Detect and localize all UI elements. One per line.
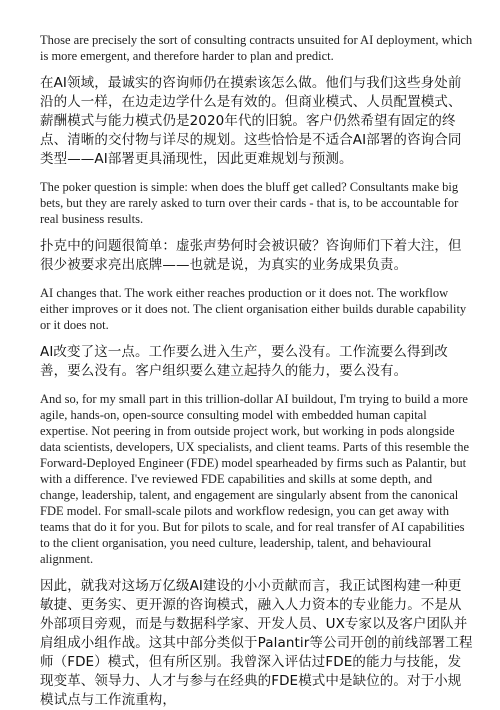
paragraph-en-4: And so, for my small part in this trillion-dollar AI buildout, I'm trying to build a more agile, hands-on, open-source consulting model with embedded human capital expertise. Not peering in from outside project work, but working in pods alongside data scientists, developers, UX specialists, and client teams. Parts of this resemble the Forward-Deployed Engineer (FDE) model spearheaded by firms such as Palantir, but with a difference. I've reviewed FDE capabilities and skills at some depth, and change, leadership, talent, and engagement are singularly absent from the canonical FDE model. For small-scale pilots and workflow redesign, you can get away with teams that do it for you. But for pilots to scale, and for real transfer of AI capabilities to the client organisation, you need culture, leadership, talent, and behavioural alignment.: [40, 392, 470, 566]
paragraph-en-2: The poker question is simple: when does the bluff get called? Consultants make big bets, but they are rarely asked to turn over their cards - that is, to be accountable for real business results.: [40, 180, 459, 226]
paragraph-zh-2: 扑克中的问题很简单：虚张声势何时会被识破？咨询师们下着大注，但很少被要求亮出底牌——也就是说，为真实的业务成果负责。: [40, 238, 462, 273]
paragraph-en-3: AI changes that. The work either reaches production or it does not. The workflow either improves or it does not. The client organisation either builds durable capability or it does not.: [40, 286, 467, 332]
paragraph-zh-4: 因此，就我对这场万亿级AI建设的小小贡献而言，我正试图构建一种更敏捷、更务实、更开源的咨询模式，融入人力资本的专业能力。不是从外部项目旁观，而是与数据科学家、开发人员、UX专家以及客户团队并肩组成小组作战。这其中部分类似于Palantir等公司开创的前线部署工程师（FDE）模式，但有所区别。我曾深入评估过FDE的能力与技能，发现变革、领导力、人才与参与在经典的FDE模式中是缺位的。对于小规模试点与工作流重构，: [40, 578, 473, 708]
paragraph-zh-1: 在AI领域，最诚实的咨询师仍在摸索该怎么做。他们与我们这些身处前沿的人一样，在边走边学什么是有效的。但商业模式、人员配置模式、薪酬模式与能力模式仍是2020年代的旧貌。客户仍然希望有固定的终点、清晰的交付物与详尽的规划。这些恰恰是不适合AI部署的咨询合同类型——AI部署更具涌现性，因此更难规划与预测。: [40, 75, 462, 167]
paragraph-en-1: Those are precisely the sort of consulting contracts unsuited for AI deployment, which is more emergent, and therefore harder to plan and predict.: [40, 33, 473, 63]
paragraph-zh-3: AI改变了这一点。工作要么进入生产，要么没有。工作流要么得到改善，要么没有。客户组织要么建立起持久的能力，要么没有。: [40, 344, 448, 379]
